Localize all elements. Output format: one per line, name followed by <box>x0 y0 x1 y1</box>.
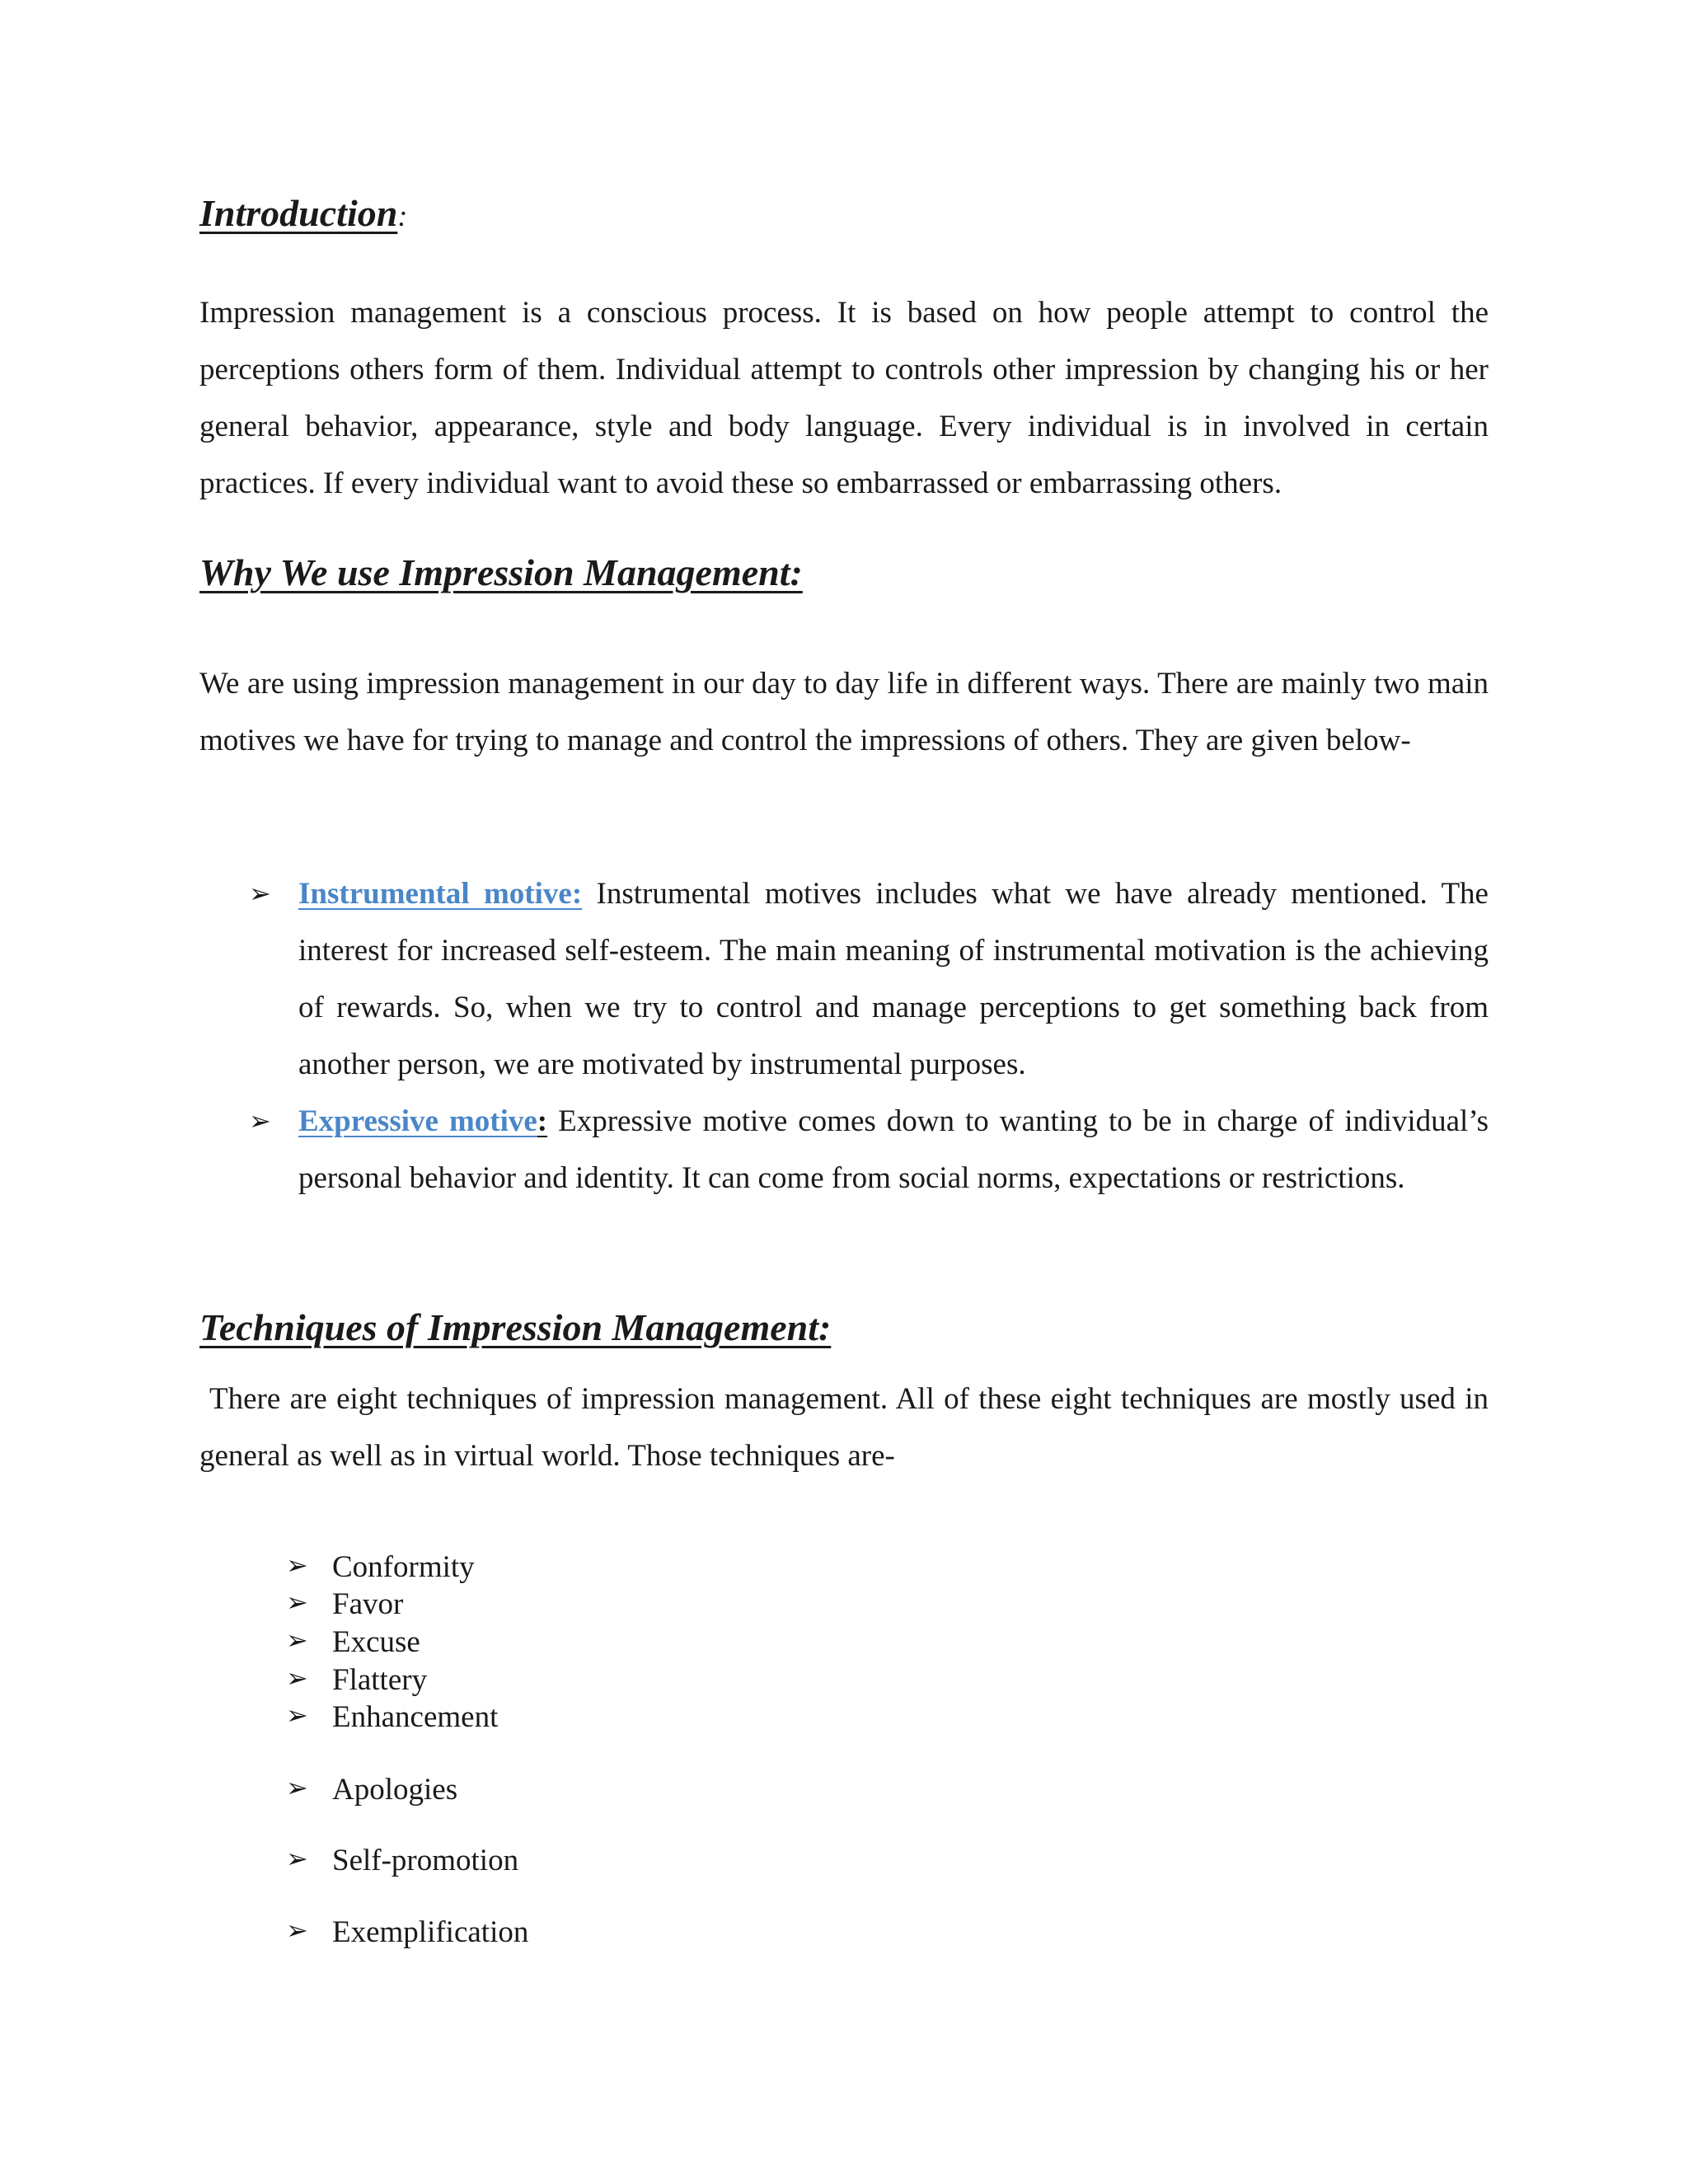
technique-item <box>286 1843 518 1878</box>
technique-label: Excuse <box>332 1625 420 1659</box>
technique-label: Favor <box>332 1587 404 1621</box>
instrumental-motive-text: Instrumental motives includes what we have already mentioned. The interest for increased self-esteem. The main meaning of instrumental motivation is the achieving of rewards. So, when we try to control and manage perceptions to get something back from another person, we are motivated by instrumental purposes. <box>298 877 1489 1081</box>
arrow-bullet-icon: ➢ <box>286 1662 308 1694</box>
intro-heading-text: Introduction <box>199 192 398 234</box>
arrow-bullet-icon: ➢ <box>286 1843 308 1874</box>
technique-item <box>286 1915 528 1950</box>
expressive-motive-term: Expressive motive <box>298 1104 537 1138</box>
arrow-bullet-icon: ➢ <box>286 1549 308 1581</box>
technique-label: Conformity <box>332 1550 475 1584</box>
technique-label: Enhancement <box>332 1700 499 1734</box>
technique-item <box>286 1772 457 1807</box>
arrow-bullet-icon: ➢ <box>249 878 271 909</box>
techniques-heading: Techniques of Impression Management: <box>199 1306 832 1348</box>
arrow-bullet-icon: ➢ <box>286 1624 308 1656</box>
technique-item <box>286 1586 403 1622</box>
intro-heading <box>199 191 407 235</box>
technique-label: Flattery <box>332 1663 428 1697</box>
technique-item <box>286 1624 420 1660</box>
motive-item-expressive <box>249 1093 1489 1207</box>
expressive-motive-text: Expressive motive comes down to wanting to be in charge of individual’s personal behavior and identity. It can come from social norms, expectations or restrictions. <box>298 1104 1489 1195</box>
expressive-motive-colon: : <box>537 1104 548 1138</box>
motive-item-instrumental <box>249 865 1489 1093</box>
techniques-paragraph: There are eight techniques of impression management. All of these eight techniques are mostly used in general as well as in virtual world. Those techniques are- <box>199 1382 1489 1473</box>
arrow-bullet-icon: ➢ <box>286 1699 308 1731</box>
motives-list <box>249 865 1489 1207</box>
intro-heading-colon: : <box>397 199 408 232</box>
technique-item <box>286 1699 498 1735</box>
technique-label: Apologies <box>332 1773 458 1807</box>
arrow-bullet-icon: ➢ <box>286 1772 308 1803</box>
instrumental-motive-term: Instrumental motive: <box>298 877 583 911</box>
technique-item <box>286 1662 427 1698</box>
why-paragraph: We are using impression management in our day to day life in different ways. There are mainly two main motives we have for trying to manage and control the impressions of others. They are given below- <box>199 667 1489 757</box>
technique-item <box>286 1549 475 1585</box>
intro-paragraph: Impression management is a conscious process. It is based on how people attempt to control the perceptions others form of them. Individual attempt to controls other impression by changing his or her general behavior, appearance, style and body language. Every individual is in involved in certain practices. If every individual want to avoid these so embarrassed or embarrassing others. <box>199 296 1489 500</box>
technique-label: Exemplification <box>332 1915 529 1949</box>
arrow-bullet-icon: ➢ <box>249 1105 271 1137</box>
arrow-bullet-icon: ➢ <box>286 1586 308 1618</box>
why-heading: Why We use Impression Management: <box>199 551 803 593</box>
technique-label: Self-promotion <box>332 1844 519 1877</box>
arrow-bullet-icon: ➢ <box>286 1915 308 1946</box>
